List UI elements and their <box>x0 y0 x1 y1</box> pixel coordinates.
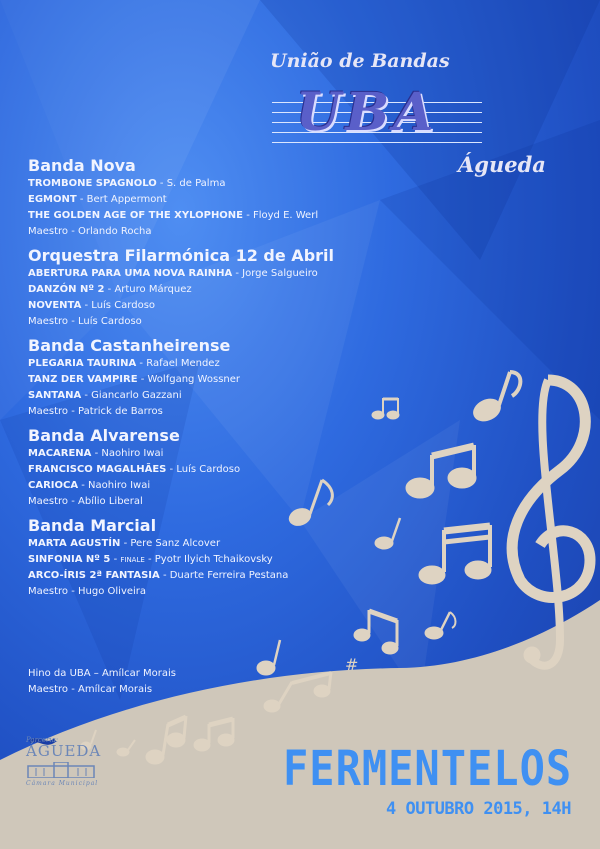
piece-row: TANZ DER VAMPIRE - Wolfgang Wossner <box>28 374 240 385</box>
svg-text:#: # <box>345 655 359 674</box>
piece-row: NOVENTA - Luís Cardoso <box>28 300 156 311</box>
city-title: Águeda <box>458 152 546 177</box>
piece-row: ARCO-ÍRIS 2ª FANTASIA - Duarte Ferreira Pestana <box>28 570 289 581</box>
beamed-notes-icon <box>406 445 476 498</box>
piece-title: NOVENTA <box>28 300 82 311</box>
partner-city: ÁGUEDA <box>26 742 102 760</box>
band-name: Banda Castanheirense <box>28 336 231 355</box>
piece-composer: Luís Cardoso <box>176 464 241 475</box>
eighth-note-icon <box>375 518 400 549</box>
piece-row: MACARENA - Naohiro Iwai <box>28 448 164 459</box>
piece-title: DANZÓN Nº 2 <box>28 284 105 295</box>
piece-row: THE GOLDEN AGE OF THE XYLOPHONE - Floyd E. Werl <box>28 210 319 221</box>
piece-composer: Naohiro Iwai <box>88 480 151 491</box>
hino-title: Hino da UBA <box>28 668 91 679</box>
band-name: Banda Alvarense <box>28 426 180 445</box>
partner-council: Câmara Municipal <box>26 780 99 787</box>
eighth-note-icon <box>117 740 135 756</box>
beamed-notes-icon <box>146 716 186 764</box>
piece-row: CARIOCA - Naohiro Iwai <box>28 480 151 491</box>
partner-label: Parceria: <box>26 736 59 744</box>
maestro-row: Maestro - Abílio Liberal <box>28 496 143 507</box>
beamed-notes-icon <box>419 525 491 584</box>
piece-composer: Rafael Mendez <box>146 358 220 369</box>
piece-title: FRANCISCO MAGALHÃES <box>28 464 167 475</box>
beamed-notes-icon <box>354 610 398 654</box>
maestro-label: Maestro <box>28 684 69 695</box>
hino-row: Hino da UBA – Amílcar Morais <box>28 668 176 679</box>
maestro-name: Orlando Rocha <box>78 226 152 237</box>
piece-row: TROMBONE SPAGNOLO - S. de Palma <box>28 178 226 189</box>
beamed-notes-icon <box>264 672 331 712</box>
eighth-note-icon <box>287 480 332 528</box>
piece-title: MARTA AGUSTÍN <box>28 538 121 549</box>
piece-composer: Pere Sanz Alcover <box>130 538 221 549</box>
event-place: FERMENTELOS <box>283 740 573 797</box>
piece-title: PLEGARIA TAURINA <box>28 358 137 369</box>
piece-title: EGMONT <box>28 194 77 205</box>
maestro-name: Patrick de Barros <box>78 406 163 417</box>
piece-composer: S. de Palma <box>166 178 226 189</box>
maestro-row: Maestro - Amílcar Morais <box>28 684 153 695</box>
band-name: Banda Marcial <box>28 516 157 535</box>
piece-title: CARIOCA <box>28 480 79 491</box>
maestro-row: Maestro - Hugo Oliveira <box>28 586 147 597</box>
piece-row: PLEGARIA TAURINA - Rafael Mendez <box>28 358 220 369</box>
piece-row: SINFONIA Nº 5 - FINALE - Pyotr Ilyich Tchaikovsky <box>28 554 273 565</box>
piece-composer: Naohiro Iwai <box>101 448 164 459</box>
piece-movement: FINALE <box>120 556 145 564</box>
piece-row: SANTANA - Giancarlo Gazzani <box>28 390 182 401</box>
treble-clef-icon <box>512 380 590 666</box>
maestro-row: Maestro - Patrick de Barros <box>28 406 163 417</box>
piece-row: DANZÓN Nº 2 - Arturo Márquez <box>28 284 192 295</box>
beamed-notes-icon <box>372 398 399 419</box>
piece-composer: Pyotr Ilyich Tchaikovsky <box>154 554 273 565</box>
piece-composer: Duarte Ferreira Pestana <box>169 570 289 581</box>
maestro-row: Maestro - Orlando Rocha <box>28 226 152 237</box>
piece-row: EGMONT - Bert Appermont <box>28 194 167 205</box>
eighth-note-icon <box>425 612 456 639</box>
piece-composer: Arturo Márquez <box>114 284 192 295</box>
hino-composer: Amílcar Morais <box>101 668 176 679</box>
piece-composer: Wolfgang Wossner <box>147 374 240 385</box>
beamed-notes-icon <box>194 718 234 751</box>
quarter-note-icon <box>470 372 520 425</box>
sharp-icon <box>345 655 358 674</box>
maestro-label: Maestro <box>28 586 69 597</box>
event-date: 4 OUTUBRO 2015, 14H <box>386 799 571 819</box>
maestro-name: Abílio Liberal <box>78 496 143 507</box>
piece-title: TROMBONE SPAGNOLO <box>28 178 157 189</box>
maestro-label: Maestro <box>28 226 69 237</box>
piece-composer: Giancarlo Gazzani <box>91 390 182 401</box>
piece-row: ABERTURA PARA UMA NOVA RAINHA - Jorge Salgueiro <box>28 268 318 279</box>
band-name: Banda Nova <box>28 156 136 175</box>
maestro-row: Maestro - Luís Cardoso <box>28 316 142 327</box>
maestro-name: Luís Cardoso <box>78 316 142 327</box>
piece-title: THE GOLDEN AGE OF THE XYLOPHONE <box>28 210 244 221</box>
maestro-label: Maestro <box>28 496 69 507</box>
piece-title: ARCO-ÍRIS 2ª FANTASIA <box>28 570 160 581</box>
piece-title: TANZ DER VAMPIRE <box>28 374 138 385</box>
band-name: Orquestra Filarmónica 12 de Abril <box>28 246 334 265</box>
maestro-label: Maestro <box>28 316 69 327</box>
maestro-name: Amílcar Morais <box>78 684 153 695</box>
piece-row: FRANCISCO MAGALHÃES - Luís Cardoso <box>28 464 241 475</box>
piece-composer: Jorge Salgueiro <box>242 268 318 279</box>
piece-title: SANTANA <box>28 390 82 401</box>
piece-composer: Bert Appermont <box>86 194 167 205</box>
town-hall-icon <box>26 762 96 778</box>
piece-title: SINFONIA Nº 5 <box>28 554 111 565</box>
piece-title: ABERTURA PARA UMA NOVA RAINHA <box>28 268 233 279</box>
partner-block <box>26 736 101 787</box>
union-title: União de Bandas <box>270 50 450 72</box>
eighth-note-icon <box>257 640 280 675</box>
uba-logo: UBA <box>296 82 438 143</box>
maestro-name: Hugo Oliveira <box>78 586 147 597</box>
maestro-label: Maestro <box>28 406 69 417</box>
piece-composer: Luís Cardoso <box>91 300 156 311</box>
piece-composer: Floyd E. Werl <box>252 210 319 221</box>
piece-title: MACARENA <box>28 448 92 459</box>
piece-row: MARTA AGUSTÍN - Pere Sanz Alcover <box>28 538 221 549</box>
